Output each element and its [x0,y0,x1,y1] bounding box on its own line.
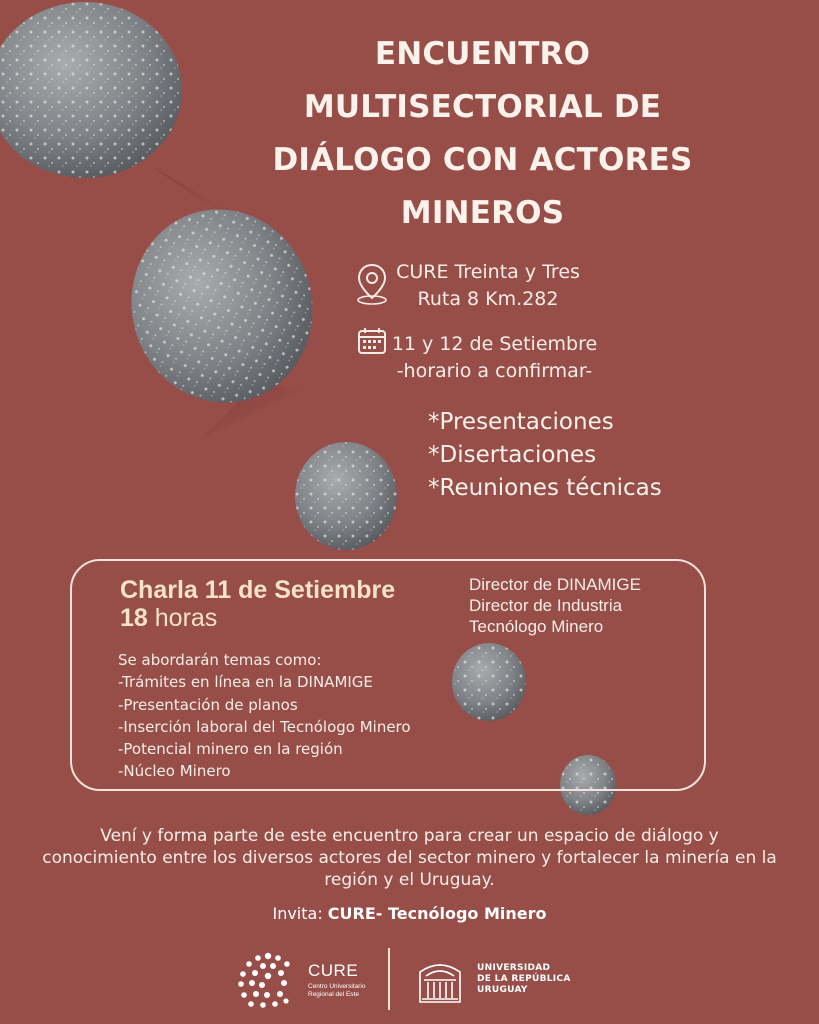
activity-item: *Presentaciones [428,409,614,435]
topics-list [118,649,411,783]
udelar-logo-text [477,963,571,996]
charla-time-unit: horas [147,604,218,632]
udelar-line: URUGUAY [477,985,528,995]
location-line-1: CURE Treinta y Tres [396,261,580,283]
date-line-2: -horario a confirmar- [396,360,593,382]
charla-time-number: 18 [120,604,148,632]
invite-line [0,904,819,923]
activities-list [428,406,662,505]
topic-item: -Trámites en línea en la DINAMIGE [118,673,373,692]
invite-label: Invita: [272,904,328,923]
date-info [387,331,602,385]
title-line: MINEROS [400,195,565,231]
title-line: ENCUENTRO [374,36,591,72]
topic-item: -Inserción laboral del Tecnólogo Minero [118,717,411,736]
activity-item: *Reuniones técnicas [428,475,662,501]
udelar-line: UNIVERSIDAD [477,963,551,973]
speaker-item: Director de Industria [469,596,623,615]
stone-3 [295,442,397,550]
description [20,825,799,891]
udelar-building-icon [416,956,464,1006]
cure-subtitle-line: Regional del Este [308,991,359,998]
location-line-2: Ruta 8 Km.282 [417,288,559,310]
topic-item: -Núcleo Minero [118,762,231,781]
speakers-list [469,574,641,637]
speaker-item: Director de DINAMIGE [469,575,641,594]
invite-organizer: CURE- Tecnólogo Minero [327,904,547,923]
udelar-line: DE LA REPÚBLICA [477,974,571,984]
topic-item: -Potencial minero en la región [118,740,343,759]
location-info [388,259,588,313]
cure-logo-name: CURE [308,961,359,980]
topic-item: -Presentación de planos [118,695,298,714]
map-pin-icon [355,262,389,306]
activity-item: *Disertaciones [428,442,597,468]
description-line: Vení y forma parte de este encuentro para crear un espacio de diálogo y [100,826,719,846]
calendar-icon [357,327,387,355]
cure-subtitle-line: Centro Universitario [308,983,366,990]
cure-logo-icon [236,950,300,1012]
description-line: conocimiento entre los diversos actores del sector minero y fortalecer la minería en la [42,848,777,868]
cure-logo-subtitle [308,983,365,999]
charla-title: Charla 11 de Setiembre [120,576,396,604]
topics-intro: Se abordarán temas como: [118,651,322,669]
charla-time [120,604,217,633]
title-line: DIÁLOGO CON ACTORES [272,142,693,178]
title-line: MULTISECTORIAL DE [303,89,662,125]
date-line-1: 11 y 12 de Setiembre [391,333,598,355]
logo-divider [388,948,390,1010]
speaker-item: Tecnólogo Minero [469,617,604,636]
description-line: región y el Uruguay. [324,870,495,890]
stone-1 [0,2,260,230]
event-title [230,28,735,240]
